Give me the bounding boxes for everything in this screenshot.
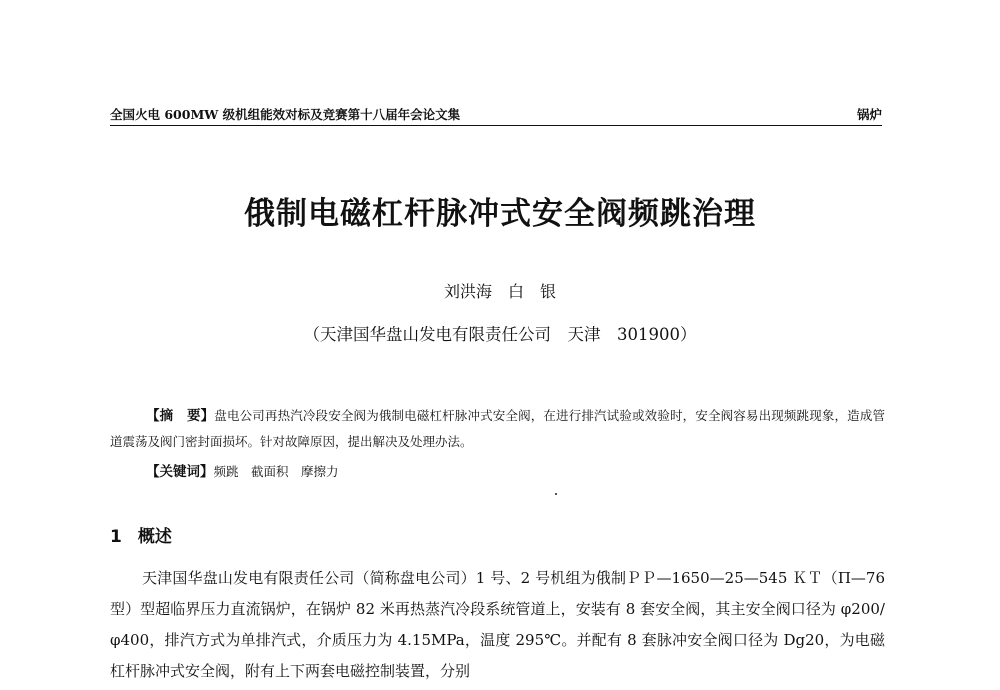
- running-header: [110, 104, 882, 126]
- affiliation: （天津国华盘山发电有限责任公司 天津 301900）: [303, 325, 697, 344]
- abstract: [110, 403, 885, 455]
- paper-title: 俄制电磁杠杆脉冲式安全阀频跳治理: [244, 196, 756, 232]
- scan-speck: [555, 493, 557, 495]
- section-title: 概述: [137, 527, 172, 547]
- keywords: [146, 460, 339, 480]
- section-category: 锅炉: [856, 107, 882, 122]
- section-heading: [110, 522, 172, 547]
- body-paragraph: 天津国华盘山发电有限责任公司（简称盘电公司）1 号、2 号机组为俄制ＰＰ—1650—25—545 ＫＴ（Π—76 型）型超临界压力直流锅炉，在锅炉 82 米再热蒸汽冷段系统管道上，安装有 8 套安全阀，其主安全阀口径为 φ200/φ400，排汽方式为单排汽式，介质压力为 4.15MPa，温度 295℃。并配有 8 套脉冲安全阀口径为 Dg20，为电磁杠杆脉冲式安全阀，附有上下两套电磁控制装置，分别: [110, 569, 885, 680]
- section-number: 1: [110, 527, 122, 547]
- keywords-text: 频跳 截面积 摩擦力: [213, 464, 339, 479]
- proceedings-title: 全国火电 600MW 级机组能效对标及竞赛第十八届年会论文集: [110, 107, 461, 122]
- abstract-text: 盘电公司再热汽冷段安全阀为俄制电磁杠杆脉冲式安全阀，在进行排汽试验或效验时，安全阀容易出现频跳现象，造成管道震荡及阀门密封面损坏。针对故障原因，提出解决及处理办法。: [110, 408, 885, 449]
- abstract-label: 【摘 要】: [146, 408, 215, 424]
- authors: 刘洪海 白 银: [443, 282, 556, 301]
- keywords-label: 【关键词】: [146, 464, 214, 480]
